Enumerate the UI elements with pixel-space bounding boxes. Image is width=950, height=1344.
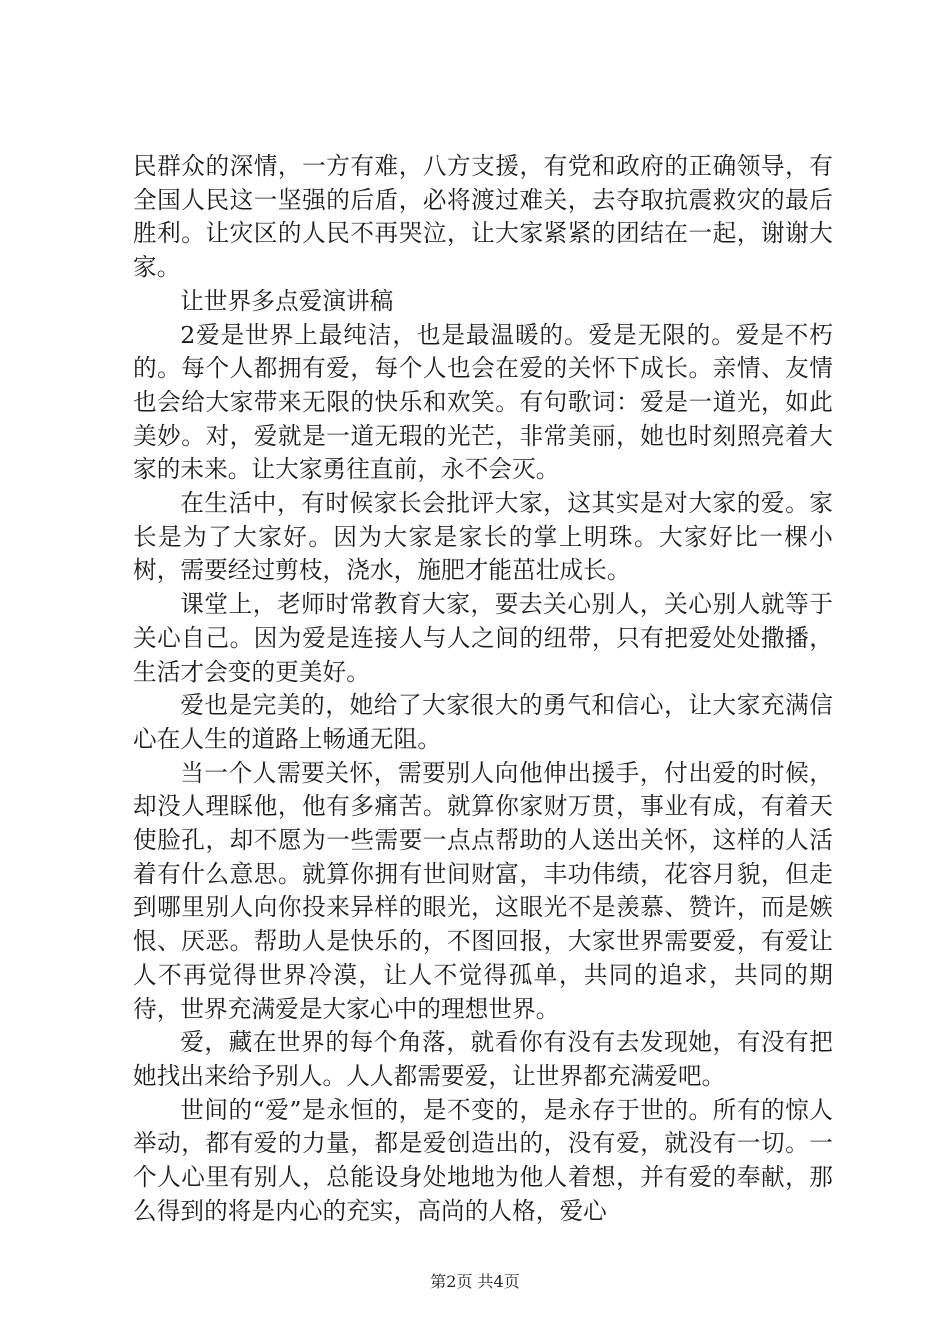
paragraph: 2爱是世界上最纯洁，也是最温暖的。爱是无限的。爱是不朽的。每个人都拥有爱，每个人也会在爱的关怀下成长。亲情、友情也会给大家带来无限的快乐和欢笑。有句歌词：爱是一道光，如此美妙。对，爱就是一道无瑕的光芒，非常美丽，她也时刻照亮着大家的未来。让大家勇往直前，永不会灭。	[133, 320, 833, 484]
paragraph: 爱，藏在世界的每个角落，就看你有没有去发现她，有没有把她找出来给予别人。人人都需要爱，让世界都充满爱吧。	[133, 1028, 833, 1090]
paragraph: 课堂上，老师时常教育大家，要去关心别人，关心别人就等于关心自己。因为爱是连接人与人之间的纽带，只有把爱处处撒播，生活才会变的更美好。	[133, 590, 833, 686]
document-body	[133, 150, 833, 1229]
paragraph: 世间的“爱”是永恒的，是不变的，是永存于世的。所有的惊人举动，都有爱的力量，都是爱创造出的，没有爱，就没有一切。一个人心里有别人，总能设身处地地为他人着想，并有爱的奉献，那么得到的将是内心的充实，高尚的人格，爱心	[133, 1095, 833, 1225]
paragraph-continuation: 民群众的深情，一方有难，八方支援，有党和政府的正确领导，有全国人民这一坚强的后盾，必将渡过难关，去夺取抗震救灾的最后胜利。让灾区的人民不再哭泣，让大家紧紧的团结在一起，谢谢大家。	[133, 152, 833, 282]
page-number-footer: 第2页 共4页	[430, 1272, 520, 1291]
paragraph: 在生活中，有时候家长会批评大家，这其实是对大家的爱。家长是为了大家好。因为大家是家长的掌上明珠。大家好比一棵小树，需要经过剪枝，浇水，施肥才能茁壮成长。	[133, 489, 833, 585]
paragraph: 当一个人需要关怀，需要别人向他伸出援手，付出爱的时候，却没人理睬他，他有多痛苦。就算你家财万贯，事业有成，有着天使脸孔，却不愿为一些需要一点点帮助的人送出关怀，这样的人活着有什么意思。就算你拥有世间财富，丰功伟绩，花容月貌，但走到哪里别人向你投来异样的眼光，这眼光不是羡慕、赞许，而是嫉恨、厌恶。帮助人是快乐的，不图回报，大家世界需要爱，有爱让人不再觉得世界冷漠，让人不觉得孤单，共同的追求，共同的期待，世界充满爱是大家心中的理想世界。	[133, 758, 833, 1023]
paragraph: 爱也是完美的，她给了大家很大的勇气和信心，让大家充满信心在人生的道路上畅通无阻。	[133, 691, 833, 753]
section-title: 让世界多点爱演讲稿	[180, 286, 394, 315]
